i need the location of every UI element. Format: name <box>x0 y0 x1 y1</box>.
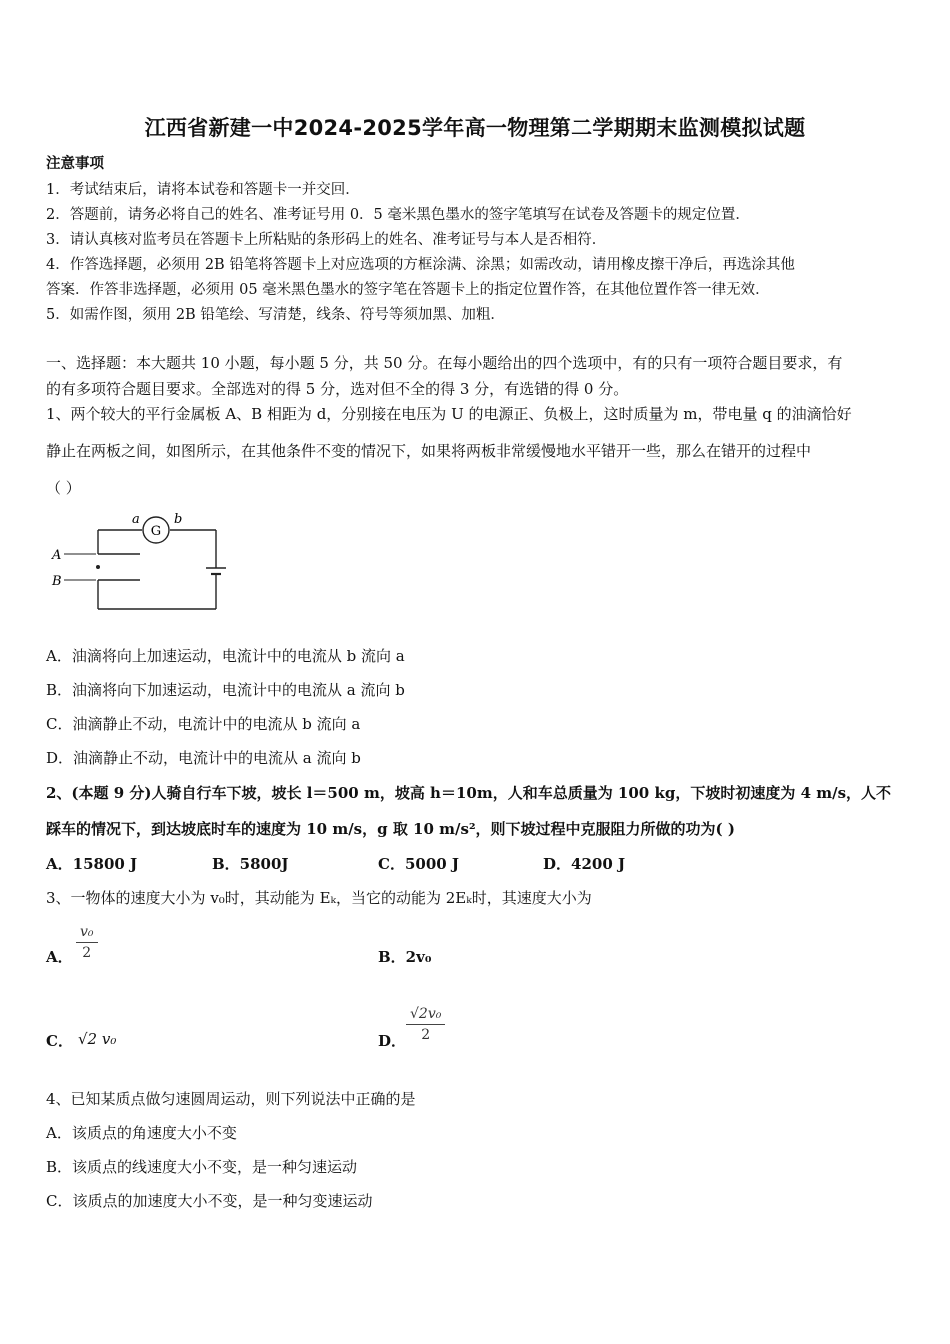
q4-option-c: C．该质点的加速度大小不变，是一种匀变速运动 <box>46 1192 373 1210</box>
terminal-a-label: a <box>132 512 140 527</box>
fraction-denominator: 2 <box>421 1027 431 1043</box>
q3-option-c-expression: √2 v₀ <box>78 1030 117 1048</box>
q1-option-c: C．油滴静止不动，电流计中的电流从 b 流向 a <box>46 715 361 733</box>
q1-stem-line: 1、两个较大的平行金属板 A、B 相距为 d，分别接在电压为 U 的电源正、负极上，这时质量为 m，带电量 q 的油滴恰好 <box>46 405 852 423</box>
plate-a-label: A <box>52 548 62 563</box>
fraction-numerator: v₀ <box>76 924 98 943</box>
q3-option-c-label: C． <box>46 1032 73 1050</box>
q3-option-d-fraction <box>406 1006 445 1043</box>
q4-option-a: A．该质点的角速度大小不变 <box>46 1124 237 1142</box>
notice-item: 答案．作答非选择题，必须用 05 毫米黑色墨水的签字笔在答题卡上的指定位置作答，在其他位置作答一律无效． <box>46 282 770 298</box>
q3-stem-line: 3、一物体的速度大小为 v₀时，其动能为 Eₖ，当它的动能为 2Eₖ时，其速度大小为 <box>46 889 592 907</box>
q2-option-d: D．4200 J <box>543 855 626 873</box>
fraction-numerator: √2v₀ <box>406 1006 445 1025</box>
notice-heading: 注意事项 <box>46 155 104 172</box>
q3-option-a-label: A． <box>46 948 73 966</box>
q2-option-b: B．5800J <box>212 855 289 873</box>
q4-option-b: B．该质点的线速度大小不变，是一种匀速运动 <box>46 1158 358 1176</box>
q1-option-b: B．油滴将向下加速运动，电流计中的电流从 a 流向 b <box>46 681 405 699</box>
circuit-diagram <box>46 508 236 616</box>
notice-item: 2．答题前，请务必将自己的姓名、准考证号用 0．5 毫米黑色墨水的签字笔填写在试卷及答题卡的规定位置． <box>46 207 750 223</box>
terminal-b-label: b <box>174 512 183 527</box>
oil-drop <box>96 565 100 569</box>
q3-option-d-label: D． <box>378 1032 407 1050</box>
q1-option-d: D．油滴静止不动，电流计中的电流从 a 流向 b <box>46 749 361 767</box>
q1-option-a: A．油滴将向上加速运动，电流计中的电流从 b 流向 a <box>46 647 405 665</box>
fraction-denominator: 2 <box>82 945 92 961</box>
notice-item: 4．作答选择题，必须用 2B 铅笔将答题卡上对应选项的方框涂满、涂黑；如需改动，请用橡皮擦干净后，再选涂其他 <box>46 257 795 273</box>
q1-stem-line: 静止在两板之间，如图所示，在其他条件不变的情况下，如果将两板非常缓慢地水平错开一些，那么在错开的过程中 <box>46 442 812 460</box>
notice-item: 1．考试结束后，请将本试卷和答题卡一并交回． <box>46 182 360 198</box>
q2-option-a: A．15800 J <box>46 855 138 873</box>
q4-stem-line: 4、已知某质点做匀速圆周运动，则下列说法中正确的是 <box>46 1090 416 1108</box>
q2-stem-line: 2、(本题 9 分)人骑自行车下坡，坡长 l＝500 m，坡高 h＝10m，人和车总质量为 100 kg，下坡时初速度为 4 m/s，人不 <box>46 784 892 802</box>
exam-title: 江西省新建一中2024-2025学年高一物理第二学期期末监测模拟试题 <box>144 116 806 140</box>
notice-item: 3．请认真核对监考员在答题卡上所粘贴的条形码上的姓名、准考证号与本人是否相符． <box>46 232 607 248</box>
q3-option-a-fraction <box>76 924 98 961</box>
notice-item: 5．如需作图，须用 2B 铅笔绘、写清楚，线条、符号等须加黑、加粗． <box>46 307 505 323</box>
q2-stem-line: 踩车的情况下，到达坡底时车的速度为 10 m/s，g 取 10 m/s²，则下坡过程中克服阻力所做的功为( ) <box>46 820 735 838</box>
galvanometer-label: G <box>150 524 162 539</box>
q2-option-c: C．5000 J <box>378 855 460 873</box>
plate-b-label: B <box>52 574 62 589</box>
section-intro-line: 一、选择题：本大题共 10 小题，每小题 5 分，共 50 分。在每小题给出的四个选项中，有的只有一项符合题目要求，有 <box>46 354 843 372</box>
q3-option-b: B．2v₀ <box>378 948 432 966</box>
section-intro-line: 的有多项符合题目要求。全部选对的得 5 分，选对但不全的得 3 分，有选错的得 0 分。 <box>46 380 629 398</box>
q1-answer-blank: （ ） <box>46 479 81 497</box>
